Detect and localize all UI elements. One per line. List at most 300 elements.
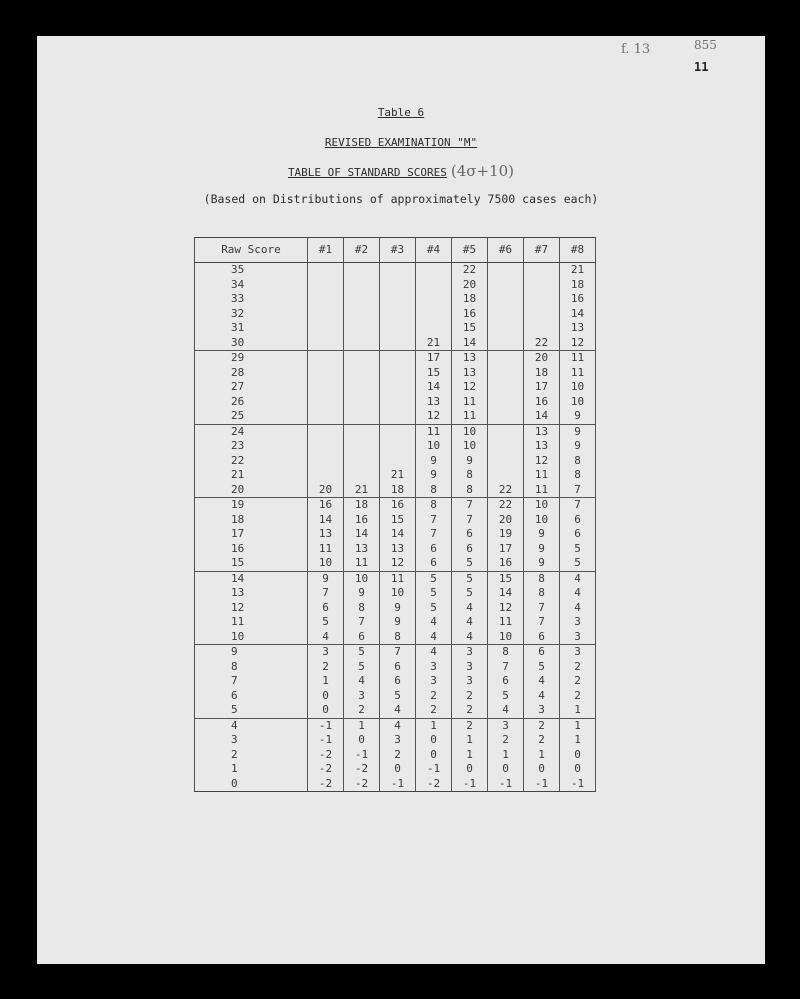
score-cell-col-8: 9 (560, 409, 596, 424)
raw-score-cell: 14 (195, 571, 308, 586)
score-cell-col-8: 2 (560, 660, 596, 675)
score-cell-col-4: 7 (416, 513, 452, 528)
raw-score-cell: 32 (195, 307, 308, 322)
score-cell-col-8: 18 (560, 278, 596, 293)
score-cell-col-8: 9 (560, 424, 596, 439)
table-row (195, 645, 596, 660)
score-cell-col-5: 2 (452, 703, 488, 718)
table-row (195, 307, 596, 322)
score-cell-col-4: 2 (416, 703, 452, 718)
raw-score-cell: 4 (195, 718, 308, 733)
table-row (195, 571, 596, 586)
score-cell-col-1 (308, 424, 344, 439)
score-cell-col-7: 2 (524, 733, 560, 748)
score-cell-col-4: 11 (416, 424, 452, 439)
score-cell-col-1 (308, 307, 344, 322)
score-cell-col-2: 6 (344, 630, 380, 645)
score-cell-col-6: 12 (488, 601, 524, 616)
score-cell-col-3 (380, 321, 416, 336)
score-cell-col-7: 4 (524, 689, 560, 704)
table-row (195, 395, 596, 410)
score-cell-col-8: 3 (560, 630, 596, 645)
table-label: Table 6 (377, 106, 425, 119)
score-cell-col-4: 13 (416, 395, 452, 410)
score-cell-col-6: 0 (488, 762, 524, 777)
raw-score-cell: 5 (195, 703, 308, 718)
score-cell-col-7 (524, 263, 560, 278)
score-cell-col-2 (344, 380, 380, 395)
raw-score-cell: 33 (195, 292, 308, 307)
col-header-6: #6 (488, 238, 524, 263)
score-cell-col-1 (308, 395, 344, 410)
score-cell-col-7: 13 (524, 439, 560, 454)
score-cell-col-5: 16 (452, 307, 488, 322)
table-row (195, 366, 596, 381)
score-cell-col-5: 0 (452, 762, 488, 777)
raw-score-cell: 11 (195, 615, 308, 630)
raw-score-cell: 8 (195, 660, 308, 675)
score-cell-col-5: 13 (452, 351, 488, 366)
raw-score-cell: 18 (195, 513, 308, 528)
score-cell-col-6: 16 (488, 556, 524, 571)
score-cell-col-8: 14 (560, 307, 596, 322)
score-cell-col-1: 20 (308, 483, 344, 498)
margin-number-note: 855 (694, 38, 717, 52)
score-cell-col-3 (380, 439, 416, 454)
score-cell-col-8: 11 (560, 351, 596, 366)
score-cell-col-1: -1 (308, 718, 344, 733)
score-cell-col-6 (488, 278, 524, 293)
score-cell-col-7: -1 (524, 777, 560, 792)
score-cell-col-8: 21 (560, 263, 596, 278)
score-cell-col-2 (344, 409, 380, 424)
score-cell-col-2 (344, 307, 380, 322)
score-cell-col-7: 18 (524, 366, 560, 381)
raw-score-cell: 22 (195, 454, 308, 469)
score-cell-col-4: 5 (416, 601, 452, 616)
score-cell-col-2 (344, 366, 380, 381)
score-cell-col-6: 22 (488, 498, 524, 513)
score-cell-col-6 (488, 468, 524, 483)
table-body (195, 263, 596, 792)
score-cell-col-5: 8 (452, 483, 488, 498)
score-cell-col-7: 6 (524, 645, 560, 660)
score-cell-col-6: 3 (488, 718, 524, 733)
col-header-7: #7 (524, 238, 560, 263)
score-cell-col-5: 6 (452, 527, 488, 542)
score-cell-col-7: 10 (524, 498, 560, 513)
col-header-5: #5 (452, 238, 488, 263)
document-title: REVISED EXAMINATION "M" (324, 136, 478, 149)
score-cell-col-8: 4 (560, 571, 596, 586)
score-cell-col-2 (344, 395, 380, 410)
score-cell-col-3: 9 (380, 601, 416, 616)
table-row (195, 468, 596, 483)
score-cell-col-1: 7 (308, 586, 344, 601)
page-number: 11 (694, 60, 709, 74)
score-cell-col-5: 20 (452, 278, 488, 293)
score-cell-col-3 (380, 278, 416, 293)
score-cell-col-1: 0 (308, 689, 344, 704)
score-cell-col-7 (524, 278, 560, 293)
table-row (195, 527, 596, 542)
score-cell-col-1: 13 (308, 527, 344, 542)
score-cell-col-6: 15 (488, 571, 524, 586)
raw-score-cell: 13 (195, 586, 308, 601)
score-cell-col-8: 1 (560, 703, 596, 718)
score-cell-col-7: 4 (524, 674, 560, 689)
score-cell-col-5: 11 (452, 395, 488, 410)
score-cell-col-7: 0 (524, 762, 560, 777)
raw-score-cell: 6 (195, 689, 308, 704)
score-cell-col-6: 5 (488, 689, 524, 704)
score-cell-col-4: 3 (416, 674, 452, 689)
score-cell-col-8: 1 (560, 718, 596, 733)
score-cell-col-7: 13 (524, 424, 560, 439)
table-row (195, 630, 596, 645)
score-cell-col-4: 8 (416, 483, 452, 498)
score-cell-col-1 (308, 278, 344, 293)
score-cell-col-1: -2 (308, 762, 344, 777)
score-cell-col-3: 11 (380, 571, 416, 586)
score-cell-col-7: 17 (524, 380, 560, 395)
score-cell-col-4: 12 (416, 409, 452, 424)
col-header-4: #4 (416, 238, 452, 263)
score-cell-col-2 (344, 336, 380, 351)
folio-note: f. 13 (621, 42, 651, 57)
table-row (195, 321, 596, 336)
score-cell-col-2: 0 (344, 733, 380, 748)
score-cell-col-4 (416, 263, 452, 278)
score-cell-col-8: 7 (560, 483, 596, 498)
score-cell-col-3: 9 (380, 615, 416, 630)
score-cell-col-8: 5 (560, 542, 596, 557)
score-cell-col-6 (488, 454, 524, 469)
basis-note: (Based on Distributions of approximately 7500 cases each) (203, 192, 599, 206)
col-header-raw-score: Raw Score (195, 238, 308, 263)
raw-score-cell: 23 (195, 439, 308, 454)
score-cell-col-8: 9 (560, 439, 596, 454)
document-subtitle: TABLE OF STANDARD SCORES (287, 166, 447, 179)
score-cell-col-6 (488, 366, 524, 381)
col-header-3: #3 (380, 238, 416, 263)
score-cell-col-1: 3 (308, 645, 344, 660)
score-cell-col-8: 16 (560, 292, 596, 307)
raw-score-cell: 34 (195, 278, 308, 293)
score-cell-col-3: 10 (380, 586, 416, 601)
score-cell-col-4: 0 (416, 748, 452, 763)
score-cell-col-5: 11 (452, 409, 488, 424)
score-cell-col-7: 6 (524, 630, 560, 645)
score-cell-col-3: 15 (380, 513, 416, 528)
score-cell-col-1 (308, 351, 344, 366)
score-cell-col-7: 20 (524, 351, 560, 366)
raw-score-cell: 2 (195, 748, 308, 763)
score-cell-col-6 (488, 336, 524, 351)
score-cell-col-5: 1 (452, 748, 488, 763)
score-cell-col-2 (344, 454, 380, 469)
score-cell-col-6: 2 (488, 733, 524, 748)
score-cell-col-2 (344, 439, 380, 454)
raw-score-cell: 0 (195, 777, 308, 792)
score-cell-col-7: 9 (524, 527, 560, 542)
score-cell-col-2: 9 (344, 586, 380, 601)
table-row (195, 542, 596, 557)
raw-score-cell: 17 (195, 527, 308, 542)
table-row (195, 718, 596, 733)
score-cell-col-4: 15 (416, 366, 452, 381)
score-cell-col-3: 0 (380, 762, 416, 777)
table-row (195, 586, 596, 601)
document-page (37, 36, 765, 964)
score-cell-col-2: 5 (344, 660, 380, 675)
score-cell-col-8: 10 (560, 380, 596, 395)
score-cell-col-6: 11 (488, 615, 524, 630)
score-cell-col-4: 6 (416, 556, 452, 571)
raw-score-cell: 25 (195, 409, 308, 424)
score-cell-col-5: 13 (452, 366, 488, 381)
score-cell-col-1 (308, 292, 344, 307)
score-cell-col-4: 9 (416, 454, 452, 469)
score-cell-col-3: 12 (380, 556, 416, 571)
score-cell-col-8: -1 (560, 777, 596, 792)
score-cell-col-6 (488, 409, 524, 424)
score-cell-col-4: 5 (416, 571, 452, 586)
score-cell-col-1: 2 (308, 660, 344, 675)
score-cell-col-2: 10 (344, 571, 380, 586)
table-row (195, 483, 596, 498)
score-cell-col-2: 5 (344, 645, 380, 660)
score-cell-col-5: 14 (452, 336, 488, 351)
score-cell-col-1: 1 (308, 674, 344, 689)
score-cell-col-3 (380, 336, 416, 351)
score-cell-col-3: 5 (380, 689, 416, 704)
score-cell-col-3: 2 (380, 748, 416, 763)
raw-score-cell: 15 (195, 556, 308, 571)
score-cell-col-6 (488, 321, 524, 336)
score-cell-col-2: 13 (344, 542, 380, 557)
score-cell-col-6 (488, 307, 524, 322)
raw-score-cell: 19 (195, 498, 308, 513)
score-cell-col-4: 1 (416, 718, 452, 733)
score-cell-col-7 (524, 292, 560, 307)
score-cell-col-5: 18 (452, 292, 488, 307)
score-cell-col-3: 21 (380, 468, 416, 483)
score-cell-col-6 (488, 439, 524, 454)
score-cell-col-7: 7 (524, 615, 560, 630)
score-cell-col-3: 3 (380, 733, 416, 748)
score-cell-col-5: 3 (452, 645, 488, 660)
score-cell-col-2: -2 (344, 762, 380, 777)
score-cell-col-8: 2 (560, 674, 596, 689)
score-cell-col-2: 1 (344, 718, 380, 733)
score-cell-col-8: 11 (560, 366, 596, 381)
table-row (195, 777, 596, 792)
score-cell-col-5: -1 (452, 777, 488, 792)
score-cell-col-7: 8 (524, 571, 560, 586)
score-cell-col-4: 14 (416, 380, 452, 395)
table-row (195, 292, 596, 307)
score-cell-col-5: 22 (452, 263, 488, 278)
raw-score-cell: 7 (195, 674, 308, 689)
table-row (195, 748, 596, 763)
score-cell-col-3: 7 (380, 645, 416, 660)
score-cell-col-8: 10 (560, 395, 596, 410)
score-cell-col-8: 7 (560, 498, 596, 513)
raw-score-cell: 12 (195, 601, 308, 616)
score-cell-col-2 (344, 321, 380, 336)
score-cell-col-8: 8 (560, 454, 596, 469)
score-cell-col-7 (524, 321, 560, 336)
score-cell-col-5: 9 (452, 454, 488, 469)
raw-score-cell: 16 (195, 542, 308, 557)
score-cell-col-4: 7 (416, 527, 452, 542)
score-cell-col-1: 6 (308, 601, 344, 616)
raw-score-cell: 28 (195, 366, 308, 381)
table-row (195, 351, 596, 366)
raw-score-cell: 10 (195, 630, 308, 645)
score-cell-col-6: 19 (488, 527, 524, 542)
score-cell-col-1: 16 (308, 498, 344, 513)
score-cell-col-6: 22 (488, 483, 524, 498)
score-cell-col-2: 21 (344, 483, 380, 498)
score-cell-col-4: 8 (416, 498, 452, 513)
score-cell-col-6: 14 (488, 586, 524, 601)
score-cell-col-8: 3 (560, 645, 596, 660)
table-header-row (195, 238, 596, 263)
score-cell-col-7: 12 (524, 454, 560, 469)
score-cell-col-4: 4 (416, 615, 452, 630)
score-cell-col-3 (380, 380, 416, 395)
score-cell-col-3 (380, 292, 416, 307)
score-cell-col-5: 5 (452, 586, 488, 601)
score-cell-col-7: 1 (524, 748, 560, 763)
score-cell-col-8: 6 (560, 513, 596, 528)
score-cell-col-2: 4 (344, 674, 380, 689)
score-cell-col-1 (308, 468, 344, 483)
score-cell-col-3: 16 (380, 498, 416, 513)
table-row (195, 513, 596, 528)
score-cell-col-3 (380, 307, 416, 322)
table-row (195, 454, 596, 469)
score-cell-col-6: 1 (488, 748, 524, 763)
table-row (195, 762, 596, 777)
table-row (195, 689, 596, 704)
score-cell-col-1 (308, 454, 344, 469)
score-cell-col-7: 8 (524, 586, 560, 601)
raw-score-cell: 9 (195, 645, 308, 660)
score-cell-col-2: -2 (344, 777, 380, 792)
score-cell-col-8: 0 (560, 748, 596, 763)
table-row (195, 263, 596, 278)
score-cell-col-7: 5 (524, 660, 560, 675)
score-cell-col-2: 16 (344, 513, 380, 528)
score-cell-col-4: 6 (416, 542, 452, 557)
score-cell-col-6: 6 (488, 674, 524, 689)
score-cell-col-3: -1 (380, 777, 416, 792)
standard-scores-table (194, 237, 596, 792)
raw-score-cell: 35 (195, 263, 308, 278)
score-cell-col-2: 2 (344, 703, 380, 718)
score-cell-col-6: 8 (488, 645, 524, 660)
col-header-1: #1 (308, 238, 344, 263)
score-cell-col-5: 4 (452, 630, 488, 645)
score-cell-col-5: 10 (452, 439, 488, 454)
score-cell-col-7 (524, 307, 560, 322)
score-cell-col-8: 5 (560, 556, 596, 571)
score-cell-col-8: 4 (560, 586, 596, 601)
score-cell-col-1 (308, 439, 344, 454)
score-cell-col-4: 4 (416, 630, 452, 645)
score-cell-col-1 (308, 263, 344, 278)
raw-score-cell: 21 (195, 468, 308, 483)
score-cell-col-5: 7 (452, 498, 488, 513)
score-cell-col-1 (308, 380, 344, 395)
score-cell-col-4: 4 (416, 645, 452, 660)
score-cell-col-6: 17 (488, 542, 524, 557)
score-cell-col-3: 6 (380, 674, 416, 689)
score-cell-col-3: 4 (380, 718, 416, 733)
handwritten-annotation: (4σ+10) (450, 162, 515, 180)
score-cell-col-7: 10 (524, 513, 560, 528)
score-cell-col-3 (380, 366, 416, 381)
score-cell-col-1: 0 (308, 703, 344, 718)
score-cell-col-5: 5 (452, 556, 488, 571)
score-cell-col-8: 13 (560, 321, 596, 336)
score-cell-col-6 (488, 424, 524, 439)
score-cell-col-6 (488, 351, 524, 366)
score-cell-col-5: 3 (452, 660, 488, 675)
score-cell-col-4 (416, 307, 452, 322)
table-row (195, 601, 596, 616)
score-cell-col-5: 2 (452, 718, 488, 733)
score-cell-col-6: 4 (488, 703, 524, 718)
score-cell-col-5: 12 (452, 380, 488, 395)
score-cell-col-4: 2 (416, 689, 452, 704)
score-cell-col-8: 2 (560, 689, 596, 704)
score-cell-col-4: 21 (416, 336, 452, 351)
table-row (195, 615, 596, 630)
score-cell-col-4 (416, 292, 452, 307)
table-row (195, 278, 596, 293)
table-row (195, 336, 596, 351)
score-cell-col-4: 17 (416, 351, 452, 366)
table-row (195, 424, 596, 439)
table-row (195, 409, 596, 424)
score-cell-col-5: 4 (452, 601, 488, 616)
score-cell-col-3: 8 (380, 630, 416, 645)
score-cell-col-5: 10 (452, 424, 488, 439)
score-cell-col-8: 12 (560, 336, 596, 351)
score-cell-col-7: 9 (524, 542, 560, 557)
score-cell-col-8: 8 (560, 468, 596, 483)
raw-score-cell: 30 (195, 336, 308, 351)
score-cell-col-3: 6 (380, 660, 416, 675)
score-cell-col-5: 15 (452, 321, 488, 336)
raw-score-cell: 20 (195, 483, 308, 498)
score-cell-col-5: 7 (452, 513, 488, 528)
score-cell-col-5: 4 (452, 615, 488, 630)
table-row (195, 674, 596, 689)
score-cell-col-8: 1 (560, 733, 596, 748)
table-row (195, 439, 596, 454)
score-cell-col-3 (380, 263, 416, 278)
score-cell-col-1 (308, 409, 344, 424)
score-cell-col-1 (308, 336, 344, 351)
score-cell-col-7: 11 (524, 468, 560, 483)
score-cell-col-1: 10 (308, 556, 344, 571)
score-cell-col-8: 4 (560, 601, 596, 616)
